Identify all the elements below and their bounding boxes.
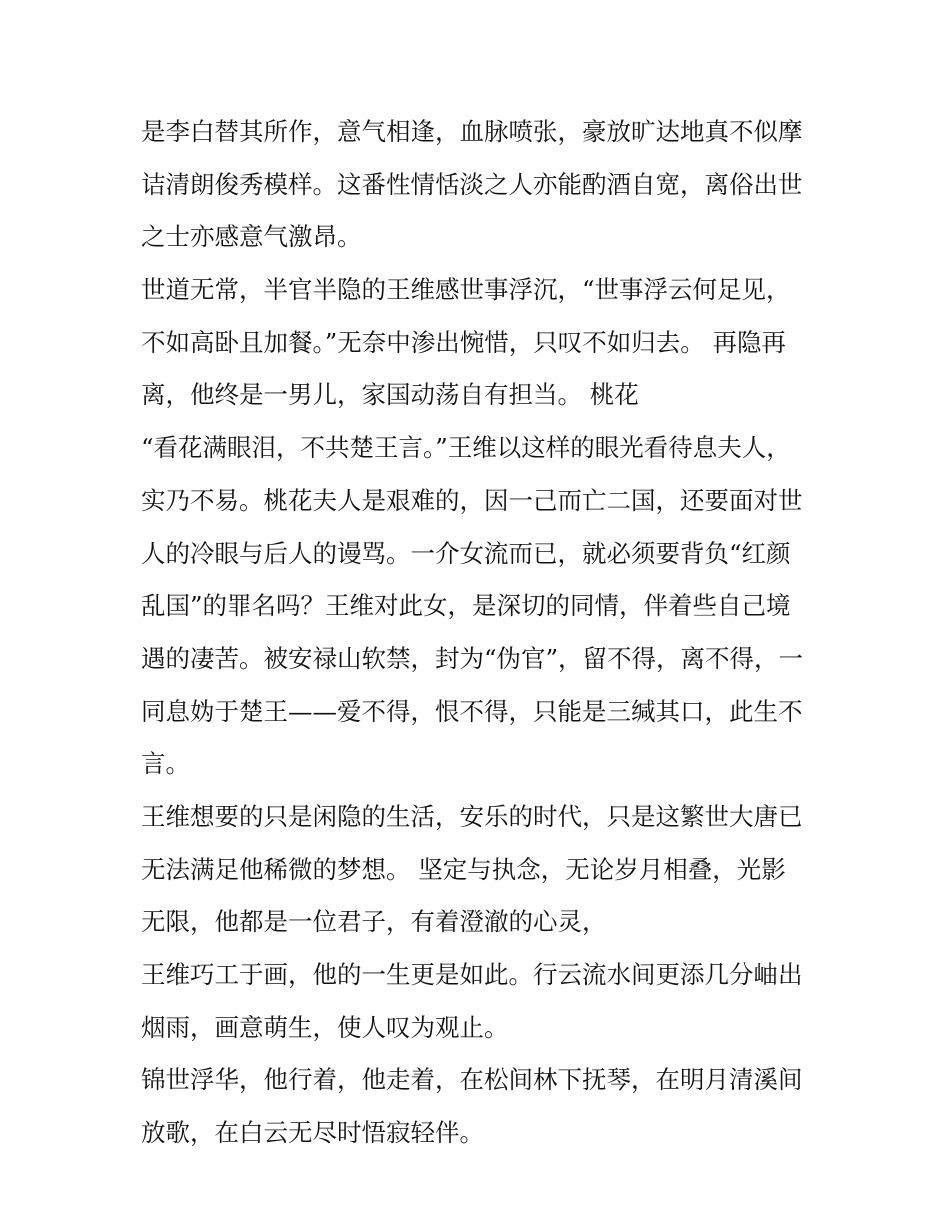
body-text bbox=[141, 106, 813, 1160]
text-line: 放歌，在白云无尽时悟寂轻伴。 bbox=[141, 1118, 484, 1148]
text-line: 之士亦感意气激昂。 bbox=[141, 222, 362, 252]
text-line: 遇的凄苦。被安禄山软禁，封为“伪官”，留不得，离不得，一 bbox=[141, 643, 804, 673]
text-line: 烟雨，画意萌生，使人叹为观止。 bbox=[141, 1012, 509, 1042]
text-line: 是李白替其所作，意气相逢，血脉喷张，豪放旷达地真不似摩 bbox=[141, 117, 803, 146]
text-line: “看花满眼泪，不共楚王言。”王维以这样的眼光看待息夫人， bbox=[141, 433, 791, 463]
text-line: 世道无常，半官半隐的王维感世事浮沉，“世事浮云何足见， bbox=[141, 275, 791, 305]
text-line: 无限，他都是一位君子，有着澄澈的心灵， bbox=[141, 907, 607, 937]
text-line: 人的冷眼与后人的谩骂。一介女流而已，就必须要背负“红颜 bbox=[141, 538, 791, 568]
text-line: 王维巧工于画，他的一生更是如此。行云流水间更添几分岫出 bbox=[141, 960, 803, 989]
text-line: 锦世浮华，他行着，他走着，在松间林下抚琴，在明月清溪间 bbox=[141, 1065, 803, 1095]
text-line: 同息妫于楚王——爱不得，恨不得，只能是三缄其口，此生不 bbox=[141, 696, 803, 726]
text-line: 诘清朗俊秀模样。这番性情恬淡之人亦能酌酒自宽，离俗出世 bbox=[141, 169, 803, 199]
text-line: 无法满足他稀微的梦想。 坚定与执念，无论岁月相叠，光影 bbox=[141, 854, 786, 884]
text-line: 乱国”的罪名吗？王维对此女，是深切的同情，伴着些自己境 bbox=[141, 591, 791, 621]
text-line: 言。 bbox=[141, 749, 190, 779]
text-line: 离，他终是一男儿，家国动荡自有担当。 桃花 bbox=[141, 380, 639, 410]
text-line: 不如高卧且加餐。”无奈中渗出惋惜，只叹不如归去。 再隐再 bbox=[141, 327, 787, 357]
text-line: 实乃不易。桃花夫人是艰难的，因一己而亡二国，还要面对世 bbox=[141, 485, 803, 515]
text-line: 王维想要的只是闲隐的生活，安乐的时代，只是这繁世大唐已 bbox=[141, 801, 803, 831]
